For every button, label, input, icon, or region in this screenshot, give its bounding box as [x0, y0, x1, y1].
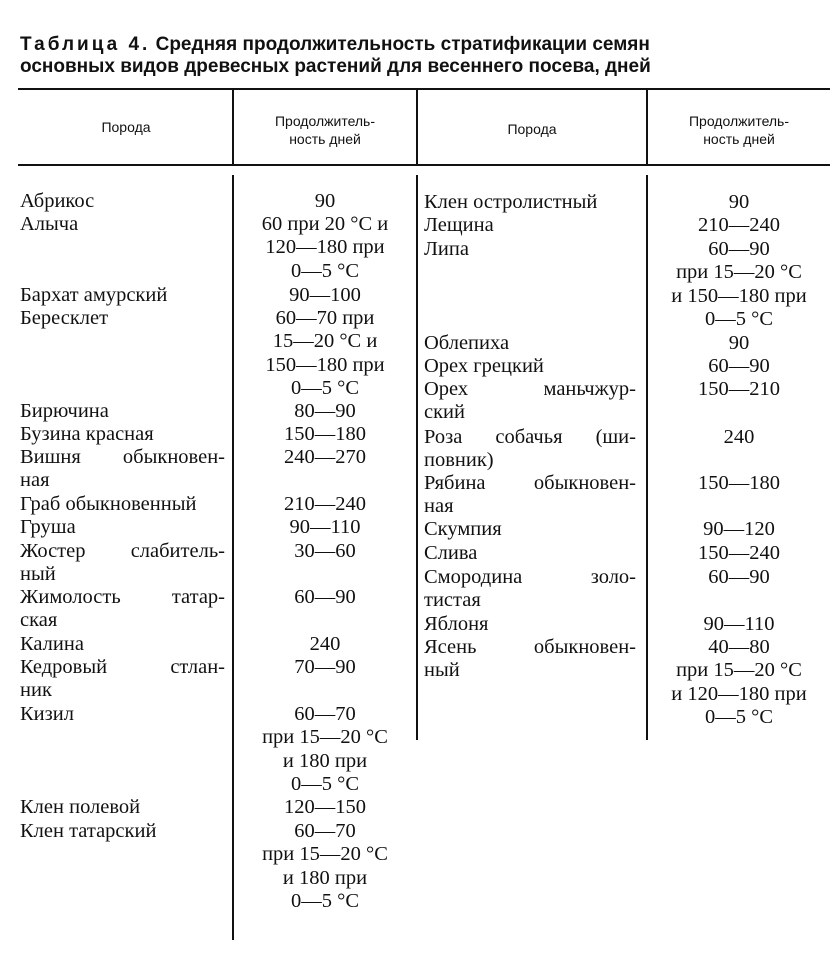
duration-value: 0—5 °С — [291, 889, 359, 912]
duration-value: 70—90 — [294, 656, 356, 678]
breed-name-word: стлан- — [170, 656, 225, 678]
duration-value: 210—240 — [698, 214, 780, 236]
breed-name: Бересклет — [20, 307, 109, 329]
duration-value: при 15—20 °С — [676, 659, 802, 682]
duration-value: 150—180 — [698, 472, 780, 494]
breed-name: Клен татарский — [20, 820, 157, 842]
top-rule — [18, 88, 830, 90]
breed-name — [424, 378, 636, 401]
breed-name: ская — [20, 609, 58, 632]
breed-name-word: золо- — [590, 566, 636, 588]
body-divider-2 — [416, 175, 418, 740]
breed-name-word: слабитель- — [130, 540, 225, 562]
breed-name: Граб обыкновенный — [20, 493, 197, 515]
duration-value: 150—210 — [698, 378, 780, 400]
breed-name — [20, 540, 225, 563]
duration-value: 90 — [728, 191, 750, 213]
duration-value: при 15—20 °С — [262, 843, 388, 866]
breed-name: Кизил — [20, 703, 74, 725]
breed-name: Слива — [424, 542, 478, 564]
breed-name: Калина — [20, 633, 84, 655]
breed-name-word: Кедровый — [20, 656, 108, 678]
breed-name-word: татар- — [171, 586, 225, 608]
breed-name-word: (ши- — [595, 426, 636, 448]
duration-value: и 180 при — [282, 749, 368, 772]
breed-name: Бузина красная — [20, 423, 154, 445]
duration-value: 60—90 — [294, 586, 356, 608]
duration-value: 40—80 — [708, 636, 770, 658]
breed-name: Лещина — [424, 214, 494, 236]
breed-name: Бархат амурский — [20, 284, 168, 306]
duration-value: при 15—20 °С — [676, 261, 802, 284]
breed-name — [424, 566, 636, 589]
breed-name: ная — [20, 469, 50, 492]
breed-name: ный — [20, 563, 56, 586]
duration-value: 0—5 °С — [291, 376, 359, 399]
breed-name: Скумпия — [424, 518, 502, 540]
breed-name: ная — [424, 495, 454, 518]
breed-name-word: Рябина — [424, 472, 486, 494]
duration-value: 60 при 20 °С и — [261, 213, 389, 235]
duration-value: 80—90 — [294, 400, 356, 422]
breed-name-word: Смородина — [424, 566, 523, 588]
duration-value: 60—70 — [294, 820, 356, 842]
breed-name: ник — [20, 679, 52, 702]
breed-name: Алыча — [20, 213, 79, 235]
duration-value: 90—110 — [703, 613, 775, 635]
breed-name: Абрикос — [20, 190, 95, 212]
breed-name-word: обыкновен- — [122, 446, 225, 468]
breed-name-word: Орех — [424, 378, 469, 400]
duration-value: 60—90 — [708, 566, 770, 588]
header-breed-right: Порода — [507, 121, 557, 137]
breed-name — [20, 446, 225, 469]
duration-value: 90—110 — [289, 516, 361, 538]
duration-value: 90—100 — [289, 284, 361, 306]
duration-value: 60—70 — [294, 703, 356, 725]
duration-value: 240 — [309, 633, 341, 655]
breed-name-word: Вишня — [20, 446, 81, 468]
breed-name: Груша — [20, 516, 76, 538]
table-caption-part-1: Средняя продолжительность стратификации семян — [155, 34, 650, 55]
breed-name — [424, 636, 636, 659]
breed-name: ный — [424, 659, 460, 682]
breed-name: Клен остролистный — [424, 191, 598, 213]
breed-name: Облепиха — [424, 332, 510, 354]
duration-value: 60—90 — [708, 238, 770, 260]
duration-value: 120—150 — [284, 796, 366, 818]
breed-name — [424, 426, 636, 449]
breed-name: Яблоня — [424, 613, 489, 635]
table-number: Таблица 4. — [20, 34, 151, 55]
breed-name-word: Жостер — [20, 540, 86, 562]
table-caption-part-2: основных видов древесных растений для весеннего посева, дней — [20, 56, 651, 77]
breed-name: Клен полевой — [20, 796, 141, 818]
duration-value: 240—270 — [284, 446, 366, 468]
duration-value: 0—5 °С — [291, 259, 359, 282]
breed-name-word: обыкновен- — [533, 472, 636, 494]
duration-value: 60—90 — [708, 355, 770, 377]
duration-value: 90 — [314, 190, 336, 212]
breed-name: повник) — [424, 449, 494, 472]
breed-name — [424, 472, 636, 495]
duration-value: 90 — [728, 332, 750, 354]
header-duration-left: Продолжитель- ность дней — [274, 113, 376, 147]
breed-name-word: обыкновен- — [533, 636, 636, 658]
breed-name: тистая — [424, 589, 481, 612]
duration-value: 240 — [723, 426, 755, 448]
duration-value: и 150—180 при — [671, 284, 807, 307]
duration-value: 150—180 — [284, 423, 366, 445]
header-duration-right: Продолжитель- ность дней — [688, 113, 790, 147]
duration-value: и 180 при — [282, 866, 368, 889]
breed-name-word: маньчжур- — [543, 378, 636, 400]
duration-value: 60—70 при — [275, 307, 375, 329]
duration-value: 90—120 — [703, 518, 775, 540]
breed-name: Бирючина — [20, 400, 109, 422]
duration-value: и 120—180 при — [671, 682, 807, 705]
duration-value: 0—5 °С — [705, 307, 773, 330]
breed-name — [20, 656, 225, 679]
breed-name-word: Ясень — [424, 636, 477, 658]
header-breed-left: Порода — [101, 119, 151, 135]
breed-name-word: Жимолость — [20, 586, 121, 608]
table-title — [20, 34, 820, 78]
duration-value: 150—180 при — [265, 353, 385, 376]
duration-value: 120—180 при — [265, 236, 385, 259]
duration-value: 150—240 — [698, 542, 780, 564]
breed-name-word: собачья — [495, 426, 563, 448]
breed-name-word: Роза — [424, 426, 463, 448]
duration-value: 0—5 °С — [291, 772, 359, 795]
breed-name — [20, 586, 225, 609]
duration-value: 210—240 — [284, 493, 366, 515]
duration-value: при 15—20 °С — [262, 726, 388, 749]
duration-value: 0—5 °С — [705, 705, 773, 728]
breed-name: Орех грецкий — [424, 355, 544, 377]
duration-value: 15—20 °С и — [272, 330, 378, 353]
header-rule — [18, 164, 830, 166]
table-title-line-1 — [20, 34, 820, 56]
breed-name: ский — [424, 401, 465, 424]
breed-name: Липа — [424, 238, 469, 260]
duration-value: 30—60 — [294, 540, 356, 562]
